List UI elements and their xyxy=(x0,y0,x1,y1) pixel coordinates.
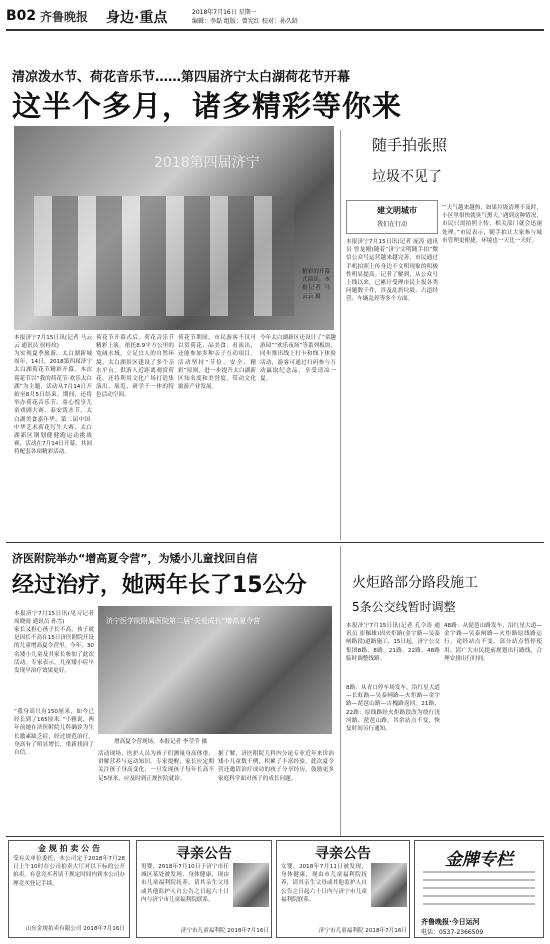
gold-column-ad xyxy=(414,840,544,938)
story1-col3: 荷花节期间，市民游客不仅可以赏荷花、品美食、看演出，还能参加多种亲子互动项目。活动坚持“节俭、安全、精彩”原则，进一步提升太白湖新区知名度和美誉度，带动文化旅游产业发展。 xyxy=(178,335,256,391)
story4-col1b: 8路：从青口停车场发车，沿红星大道—长虹路—吴泰闸路—火炬路—金宇路—琵琶山路—古槐路返回。21路、22路：原线路经火炬路段改为绕行洸河路、琵琶山路，其余站点不变，恢复时间另行通知。 xyxy=(346,685,440,733)
seek1-title: 寻亲公告 xyxy=(176,846,232,862)
section-rule xyxy=(6,542,544,543)
story3-col1b: “我身高只有150厘米，如今已经长到了165厘米。”小雅说，两年前她在济医附院儿科确诊为生长激素缺乏症，经过规范治疗，身高有了明显增长，重新找回了自信。 xyxy=(14,709,94,757)
story2-col1: 本报济宁7月15日讯(记者 庞涛 通讯员 曾龙刚)随着“济宁文明随手拍”微信公众号运营越来越完善，市民通过手机拍照上传身边不文明现象的积极性明显提高。记者了解到，从公众号上线以来，已累计受理市民上报各类问题数千件，涉及乱扔垃圾、占道经营、车辆乱停等多个方面。 xyxy=(346,239,438,303)
story2-col2: “‘天气越来越热，如果垃圾清理不及时，小区里很快就臭气熏天。’遇到这种情况，市民只需拍照上传，相关部门就会迅速处理。”市民表示，随手拍让大家参与城市管理更便捷，环境也一天比一天好。 xyxy=(442,205,542,244)
gold-brand: 齐鲁晚报·今日运河 xyxy=(421,918,480,926)
story3-col2: 活动现场，医护人员为孩子们测量身高体重、讲解营养与运动知识。专家提醒，家长应定期关注孩子身高变化，一旦发现孩子每年长高不足5厘米，应及时到正规医院就诊。 xyxy=(98,751,214,782)
paper-name: 齐鲁晚报 xyxy=(40,10,89,24)
issue-date: 2018年7月16日 星期一 xyxy=(192,9,257,16)
auction-body: 受有关单位委托，本公司定于2018年7月28日上午10时在公司拍卖大厅对以下标的公开拍卖，有意竞买者请于规定时间内到本公司办理竞买登记手续。 xyxy=(13,856,125,887)
masthead xyxy=(6,6,546,28)
seek1-photo xyxy=(233,863,269,907)
seek-notice-1 xyxy=(136,840,272,938)
story4-title: 火炬路部分路段施工 xyxy=(352,575,478,591)
seek2-footer: 济宁市儿童福利院 2018年7月16日 xyxy=(318,928,407,934)
story4-col1: 本报济宁7月15日讯(记者 孔令涛 通讯员 崔佩雄)因火炬路(金宇路—吴泰闸路段)道路施工，15日起，济宁公交集团8路、8路、21路、22路、48路临时调整线路。 xyxy=(346,623,440,662)
logo-subtitle: 我们在行动 xyxy=(377,221,408,228)
story1-col1: 为实现夏季旅游、太白湖新城周年，14日，2018第四届济宁太白湖荷花节精彩开幕。本次荷花节以“我的荷花节·欢乐太白湖”为主题，活动从7月14日开始至8月5日结束，期间，还将举办荷花音乐节、童心悦享儿童戏剧大赛、泰安泼水节、太白湖美食嘉年华、第二届中国·中华艺术荷花写生大赛、太白湖新区钢划健健跑运动挑战赛，活动在7月14日开幕，其间将配套各项精彩活动。 xyxy=(14,351,92,456)
seek1-footer: 济宁市儿童福利院 2018年7月16日 xyxy=(180,928,269,934)
story4-col2: 48路：从琵琶山路发车，沿红星大道—金宇路—吴泰闸路—火炬路原线路运行，途经站点不变，部分站点暂停使用。请广大市民提前规划出行路线，合理安排出行时间。 xyxy=(444,623,542,662)
story1-kicker: 清凉泼水节、荷花音乐节……第四届济宁太白湖荷花节开幕 xyxy=(12,70,351,85)
story3-kicker: 济医附院举办“增高夏令营”，为矮小儿童找回自信 xyxy=(12,552,258,565)
seek-notice-2 xyxy=(276,840,410,938)
editors-line: 编辑：李磊 组版：曾宪红 校对：孙久龄 xyxy=(192,18,298,25)
header-rule xyxy=(6,29,544,31)
story1-headline: 这半个多月，诸多精彩等你来 xyxy=(12,89,403,123)
story1-col2: 荷花节开幕式后，荷花音乐节精彩上演。依托8.9平方公里的宽阔水域，立足宜人的自然环境，太白湖景区建设了多个亲水平台，供游人近距离观赏荷花，还将利用文化广场打造集演出、展览、研学于一体的特色活动空间。 xyxy=(96,335,174,399)
story2-subtitle: 垃圾不见了 xyxy=(372,169,442,185)
column-divider xyxy=(340,130,341,540)
gold-title: 金牌专栏 xyxy=(445,850,513,870)
story1-col4: 今年太白湖新区还设计了“童趣游园”“欢乐夜场”等系列板块，同步推出线上打卡和线下体验活动，游客可通过扫码参与互动赢取纪念品，享受清凉一夏。 xyxy=(260,335,336,383)
seek1-body: 男婴，2018年7月10日于济宁市任城区某处被发现，身体健康，现由市儿童福利院抚养，请其亲生父母或其他监护人自公告之日起六十日内与济宁市儿童福利院联系。 xyxy=(141,864,229,903)
seek2-photo xyxy=(371,863,407,907)
story3-col1: 家长又担心孩子长不高，孩子就是因长不高在15日济医附院开设的儿童增高夏令营里。今年，30名矮小儿童及其家长参加了此次活动。专家表示，儿童矮小症早发现早治疗效果更好。 xyxy=(14,627,94,675)
gold-phone: 电话：0537-2366509 xyxy=(421,929,484,936)
page-number: B02 xyxy=(6,8,37,24)
stage-banner: 2018第四届济宁 xyxy=(154,155,260,171)
story3-byline: 本报济宁7月15日讯(见习记者 周晓雨 通讯员 孙雪) xyxy=(14,611,94,626)
auction-notice xyxy=(8,840,130,938)
event-banner: 济宁医学院附属医院第二届“关爱成长”增高夏令营 xyxy=(106,617,261,625)
story4-subtitle: 5条公交线暂时调整 xyxy=(352,600,456,614)
story3-col3: 据了解，济医附院儿科内分泌专业近年来诊治矮小儿童数千例，积累了丰富经验，此次夏令营还邀请治疗成功的孩子分享经历，鼓励更多家庭科学面对孩子的成长问题。 xyxy=(218,751,334,782)
civilization-logo xyxy=(346,200,438,234)
section-name: 身边·重点 xyxy=(106,10,168,26)
seek2-title: 寻亲公告 xyxy=(315,846,371,862)
story1-byline: 本报济宁7月15日讯(记者 马云云 通讯员 侯桂玫) xyxy=(14,335,92,350)
story2-title: 随手拍张照 xyxy=(372,136,448,154)
ads-rule xyxy=(6,836,544,837)
performers xyxy=(34,196,294,316)
story1-photo xyxy=(14,126,334,330)
story3-headline: 经过治疗，她两年长了15公分 xyxy=(12,573,307,598)
column-divider-2 xyxy=(340,546,341,836)
gold-lines xyxy=(423,871,535,911)
logo-title: 建文明城市 xyxy=(377,206,417,215)
seek2-body: 女婴，2018年7月11日被发现，身体健康，现由市儿童福利院抚养，请其亲生父母或其他监护人自公告之日起六十日内与济宁市儿童福利院联系。 xyxy=(281,864,367,903)
story1-caption: 精彩的开幕式演出。本报记者 马云云 摄 xyxy=(302,269,330,300)
story3-photo xyxy=(98,606,332,734)
auction-footer: 山东金规拍卖有限公司 2018年7月16日 xyxy=(25,926,125,932)
auction-title: 金 规 拍 卖 公 告 xyxy=(38,844,100,853)
story3-caption: 增高夏令营现场。本报记者 李莹莹 摄 xyxy=(114,739,208,745)
